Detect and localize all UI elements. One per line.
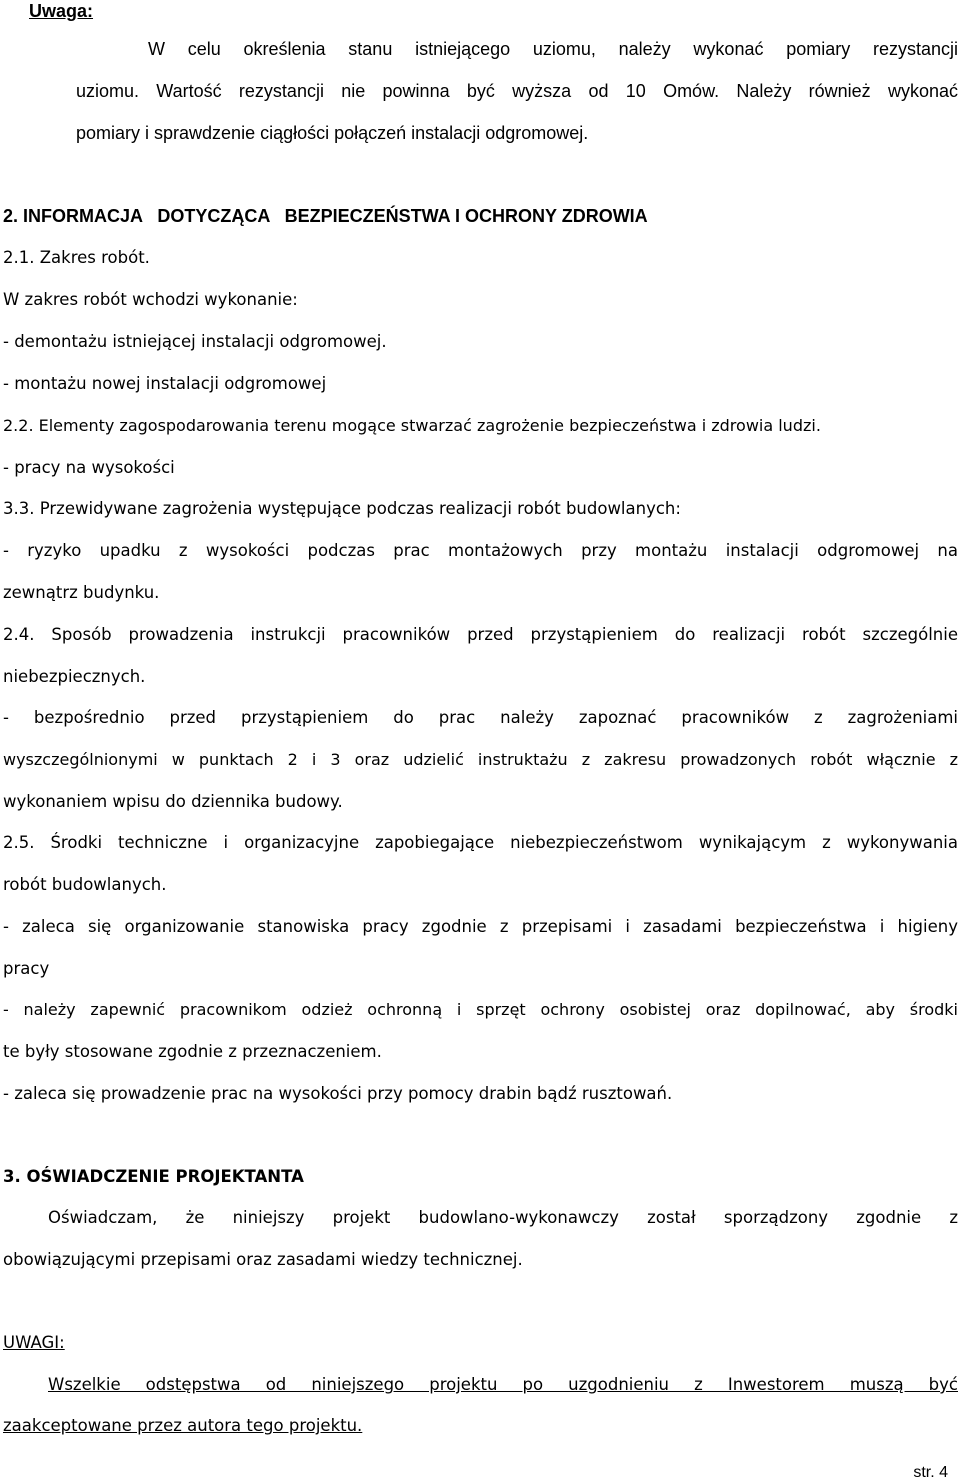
section-2-2-title: 2.2. Elementy zagospodarowania terenu mogące stwarzać zagrożenie bezpieczeństwa i zdrowia ludzi.: [3, 416, 821, 435]
uwagi-line-2: zaakceptowane przez autora tego projektu.: [3, 1416, 363, 1435]
uwagi-line-1: Wszelkie odstępstwa od niniejszego projektu po uzgodnieniu z Inwestorem muszą być: [48, 1375, 958, 1394]
section-2-1-line-3: - montażu nowej instalacji odgromowej: [3, 374, 327, 393]
section-2-5-line-7: - zaleca się prowadzenie prac na wysokości przy pomocy drabin bądź rusztowań.: [3, 1084, 673, 1103]
uwagi-heading: UWAGI:: [3, 1333, 65, 1352]
uwaga-line-1: W celu określenia stanu istniejącego uziomu, należy wykonać pomiary rezystancji: [148, 39, 958, 59]
uwaga-heading: Uwaga:: [29, 1, 94, 21]
section-2-4-line-1: 2.4. Sposób prowadzenia instrukcji pracowników przed przystąpieniem do realizacji robót szczególnie: [3, 625, 958, 644]
section-2-5-line-3: - zaleca się organizowanie stanowiska pracy zgodnie z przepisami i zasadami bezpieczeństwa i higieny: [3, 917, 958, 936]
section-2-4-line-5: wykonaniem wpisu do dziennika budowy.: [3, 792, 343, 811]
section-2-4-line-3: - bezpośrednio przed przystąpieniem do prac należy zapoznać pracowników z zagrożeniami: [3, 708, 958, 727]
section-3-line-1: Oświadczam, że niniejszy projekt budowlano-wykonawczy został sporządzony zgodnie z: [48, 1208, 958, 1227]
uwaga-line-3: pomiary i sprawdzenie ciągłości połączeń instalacji odgromowej.: [76, 123, 589, 143]
section-2-3-line-1: - ryzyko upadku z wysokości podczas prac montażowych przy montażu instalacji odgromowej na: [3, 541, 958, 560]
section-2-4-line-4: wyszczególnionymi w punktach 2 i 3 oraz udzielić instruktażu z zakresu prowadzonych robót włącznie z: [3, 750, 958, 769]
section-2-5-line-2: robót budowlanych.: [3, 875, 167, 894]
section-2-1-line-1: W zakres robót wchodzi wykonanie:: [3, 290, 298, 309]
page-number: str. 4: [913, 1464, 948, 1481]
section-2-3-title: 3.3. Przewidywane zagrożenia występujące podczas realizacji robót budowlanych:: [3, 499, 681, 518]
section-2-4-line-2: niebezpiecznych.: [3, 667, 146, 686]
section-2-5-line-4: pracy: [3, 959, 50, 978]
section-2-5-line-1: 2.5. Środki techniczne i organizacyjne zapobiegające niebezpieczeństwom wynikającym z wykonywania: [3, 833, 958, 852]
section-2-2-line-1: - pracy na wysokości: [3, 458, 175, 477]
section-2-5-line-5: - należy zapewnić pracownikom odzież ochronną i sprzęt ochrony osobistej oraz dopilnować, aby środki: [3, 1000, 958, 1019]
section-2-1-title: 2.1. Zakres robót.: [3, 248, 150, 267]
uwaga-line-2: uziomu. Wartość rezystancji nie powinna być wyższa od 10 Omów. Należy również wykonać: [76, 81, 958, 101]
section-2-1-line-2: - demontażu istniejącej instalacji odgromowej.: [3, 332, 387, 351]
section-2-heading: 2. INFORMACJA DOTYCZĄCA BEZPIECZEŃSTWA I OCHRONY ZDROWIA: [3, 206, 648, 226]
section-2-3-line-2: zewnątrz budynku.: [3, 583, 160, 602]
section-3-heading: 3. OŚWIADCZENIE PROJEKTANTA: [3, 1167, 304, 1186]
section-3-line-2: obowiązującymi przepisami oraz zasadami wiedzy technicznej.: [3, 1250, 523, 1269]
section-2-5-line-6: te były stosowane zgodnie z przeznaczeniem.: [3, 1042, 382, 1061]
